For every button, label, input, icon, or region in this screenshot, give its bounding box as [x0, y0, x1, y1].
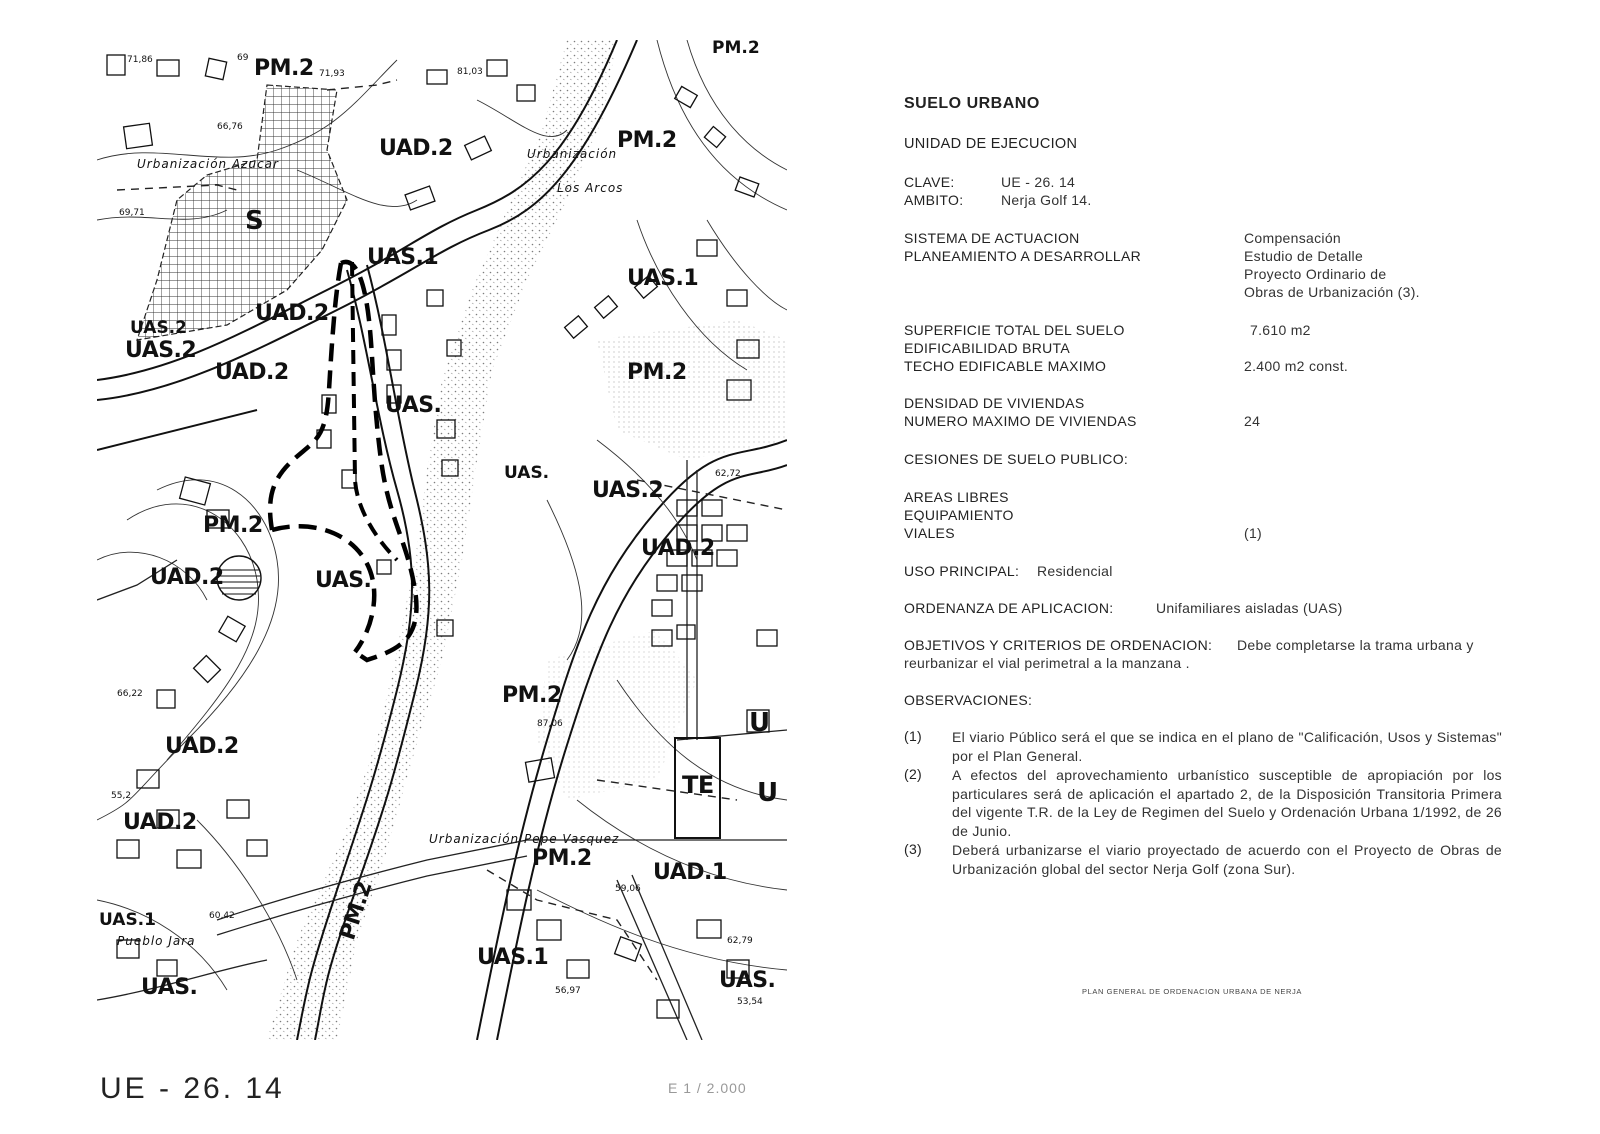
- spot-height: 55,2: [111, 791, 132, 801]
- zone-label: UAD.2: [641, 536, 715, 561]
- zone-label: UAS.: [385, 393, 442, 418]
- zone-label: PM.2: [617, 128, 677, 153]
- zone-label: TE: [682, 771, 714, 799]
- doc-subtitle: UNIDAD DE EJECUCION: [904, 136, 1078, 152]
- clave-value: UE - 26. 14: [1001, 174, 1076, 190]
- zone-label: U: [757, 778, 778, 808]
- ordenanza-value: Unifamiliares aisladas (UAS): [1156, 600, 1343, 616]
- numero-value: 24: [1244, 413, 1261, 429]
- zone-label: UAS.1: [367, 245, 439, 270]
- superficie-value: 7.610 m2: [1250, 322, 1311, 338]
- note-text: El viario Público será el que se indica en el plano de "Calificación, Usos y Sistemas" por el Plan General.: [952, 729, 1502, 764]
- zone-label: UAS.: [315, 568, 372, 593]
- place-name: Urbanización Azucar: [137, 157, 279, 171]
- objetivos-text-line2: reurbanizar el vial perimetral a la manzana .: [904, 655, 1190, 671]
- zone-label: UAS.: [719, 968, 776, 993]
- zone-label: S: [245, 206, 264, 236]
- techo-value: 2.400 m2 const.: [1244, 358, 1349, 374]
- spot-height: 66,22: [117, 689, 143, 699]
- spot-height: 62,72: [715, 469, 741, 479]
- note-number: (3): [904, 841, 923, 857]
- sistema-value: Obras de Urbanización (3).: [1244, 284, 1420, 300]
- zone-label: UAS.2: [130, 318, 187, 338]
- objetivos-label: OBJETIVOS Y CRITERIOS DE ORDENACION:: [904, 637, 1213, 653]
- sistema-value: Proyecto Ordinario de: [1244, 266, 1387, 282]
- planeamiento-label: PLANEAMIENTO A DESARROLLAR: [904, 248, 1142, 264]
- ambito-label: AMBITO:: [904, 192, 964, 208]
- edificabilidad-label: EDIFICABILIDAD BRUTA: [904, 340, 1070, 356]
- zone-label: UAS.1: [477, 945, 549, 970]
- viales-label: VIALES: [904, 525, 955, 541]
- zone-label: PM.2: [627, 360, 687, 385]
- zone-label: UAS.1: [99, 910, 156, 930]
- document-footer: PLAN GENERAL DE ORDENACION URBANA DE NERJA: [1082, 987, 1302, 996]
- spot-height: 60,42: [209, 911, 235, 921]
- spot-height: 53,54: [737, 997, 763, 1007]
- spot-height: 71,86: [127, 55, 153, 65]
- zone-label: UAS.: [504, 463, 550, 483]
- sistema-value: Compensación: [1244, 230, 1341, 246]
- spot-height: 66,76: [217, 122, 243, 132]
- zone-label: UAS.2: [125, 338, 197, 363]
- zone-label: UAD.2: [123, 810, 197, 835]
- zone-label: UAD.1: [653, 860, 727, 885]
- zone-label: PM.2: [203, 513, 263, 538]
- objetivos-text-line1: Debe completarse la trama urbana y: [1237, 637, 1474, 653]
- techo-label: TECHO EDIFICABLE MAXIMO: [904, 358, 1107, 374]
- ordenanza-label: ORDENANZA DE APLICACION:: [904, 600, 1114, 616]
- spot-height: 69: [237, 53, 249, 63]
- zone-label: PM.2: [254, 56, 314, 81]
- superficie-label: SUPERFICIE TOTAL DEL SUELO: [904, 322, 1125, 338]
- spot-height: 69,71: [119, 208, 145, 218]
- zone-label: UAS.: [141, 975, 198, 1000]
- uso-value: Residencial: [1037, 563, 1113, 579]
- zoning-map: [97, 40, 787, 1040]
- place-name: Los Arcos: [557, 181, 624, 195]
- unit-code: UE - 26. 14: [100, 1072, 285, 1105]
- equipamiento-label: EQUIPAMIENTO: [904, 507, 1014, 523]
- spot-height: 62,79: [727, 936, 753, 946]
- zone-label: UAD.2: [255, 301, 329, 326]
- spot-height: 59,06: [615, 884, 641, 894]
- ambito-value: Nerja Golf 14.: [1001, 192, 1092, 208]
- zone-label: UAS.1: [627, 266, 699, 291]
- sistema-value: Estudio de Detalle: [1244, 248, 1364, 264]
- zone-label: PM.2: [712, 40, 760, 58]
- spot-height: 81,03: [457, 67, 483, 77]
- spot-height: 71,93: [319, 69, 345, 79]
- spot-height: 56,97: [555, 986, 581, 996]
- observaciones-label: OBSERVACIONES:: [904, 692, 1033, 708]
- zone-label: PM.2: [335, 878, 378, 944]
- clave-label: CLAVE:: [904, 174, 955, 190]
- zone-label: UAD.2: [165, 734, 239, 759]
- note-number: (1): [904, 728, 923, 744]
- map-scale: E 1 / 2.000: [668, 1080, 747, 1096]
- note-text: Deberá urbanizarse el viario proyectado de acuerdo con el Proyecto de Obras de Urbanización global del sector Nerja Golf (zona Sur).: [952, 842, 1502, 877]
- zone-label: PM.2: [532, 846, 592, 871]
- zone-label: UAD.2: [150, 565, 224, 590]
- cesiones-label: CESIONES DE SUELO PUBLICO:: [904, 451, 1129, 467]
- doc-title: SUELO URBANO: [904, 95, 1040, 112]
- place-name: Urbanización: [527, 147, 618, 161]
- densidad-label: DENSIDAD DE VIVIENDAS: [904, 395, 1085, 411]
- note-number: (2): [904, 766, 923, 782]
- zone-label: UAD.2: [215, 360, 289, 385]
- areas-label: AREAS LIBRES: [904, 489, 1009, 505]
- zone-label: PM.2: [502, 683, 562, 708]
- zone-label: UAD.2: [379, 136, 453, 161]
- place-name: Pueblo Jara: [117, 934, 196, 948]
- place-name: Urbanización Pepe Vasquez: [429, 832, 620, 846]
- uso-label: USO PRINCIPAL:: [904, 563, 1020, 579]
- zone-label: U: [749, 708, 770, 738]
- numero-label: NUMERO MAXIMO DE VIVIENDAS: [904, 413, 1137, 429]
- viales-value: (1): [1244, 525, 1263, 541]
- spot-height: 87,06: [537, 719, 563, 729]
- sistema-label: SISTEMA DE ACTUACION: [904, 230, 1080, 246]
- zone-label: UAS.2: [592, 478, 664, 503]
- note-text: A efectos del aprovechamiento urbanístico susceptible de apropiación por los particulares será de aplicación el apartado 2, de la Disposición Transitoria Primera del vigente T.R. de la Ley de Regimen del Suelo y Ordenación Urbana 1/1992, de 26 de Junio.: [952, 767, 1502, 839]
